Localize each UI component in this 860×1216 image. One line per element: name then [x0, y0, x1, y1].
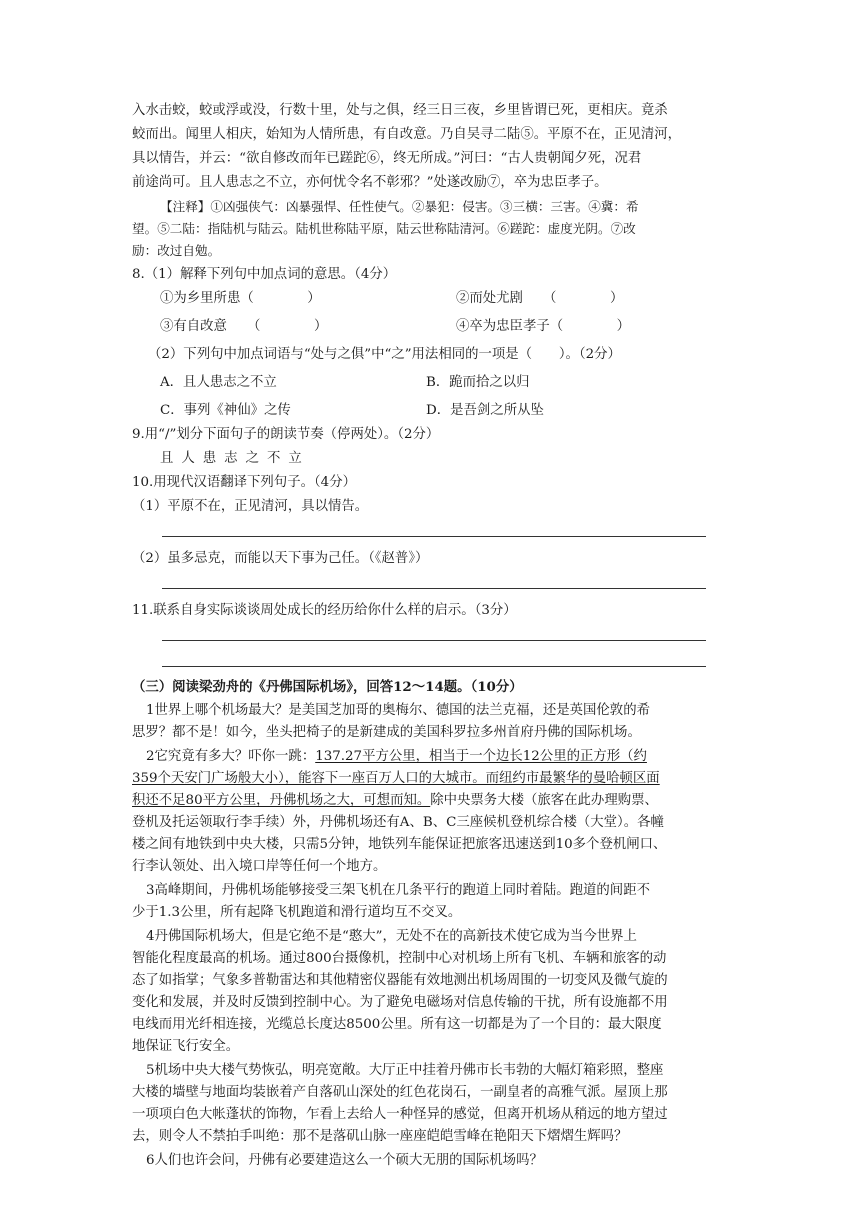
p4-line-5: 电线而用光纤相连接，光缆总长度达8500公里。所有这一切都是为了一个目的：最大限度 — [132, 1017, 662, 1032]
p6-line-1: 6人们也许会问，丹佛有必要建造这么一个硕大无朋的国际机场吗？ — [146, 1153, 543, 1168]
p2-line-4: 登机及托运领取行李手续）外，丹佛机场还有A、B、C三座候机登机综合楼（大堂）。各幢 — [132, 815, 664, 830]
q8-option-c: C．事列《神仙》之传 — [160, 403, 291, 418]
answer-line[interactable] — [162, 666, 706, 667]
answer-line[interactable] — [162, 640, 706, 641]
q11-title: 11.联系自身实际谈谈周处成长的经历给你什么样的启示。（3分） — [132, 603, 517, 618]
q8-item-3: ③有自改意 （ ） — [160, 319, 328, 334]
p4-line-4: 变化和发展，并及时反馈到控制中心。为了避免电磁场对信息传输的干扰，所有设施都不用 — [132, 995, 668, 1010]
p1-line-1: 1世界上哪个机场最大？是美国芝加哥的奥梅尔、德国的法兰克福，还是英国伦敦的希 — [146, 703, 650, 718]
p5-line-4: 去，则令人不禁拍手叫绝：那不是落矶山脉一座座皑皑雪峰在艳阳天下熠熠生辉吗？ — [132, 1129, 628, 1144]
p2-underlined-2: 359个天安门广场般大小），能容下一座百万人口的大城市。而纽约市最繁华的曼哈顿区面 — [132, 771, 660, 786]
q8-item-2: ②而处尤剧 （ ） — [456, 291, 624, 306]
p2-rest-3: 除中央票务大楼（旅客在此办理购票、 — [430, 793, 658, 808]
q10-sentence-2: （2）虽多忌克，而能以天下事为己任。（《赵普》） — [132, 551, 429, 566]
notes-line-3: 励：改过自勉。 — [132, 243, 221, 258]
p4-line-1: 4丹佛国际机场大，但是它绝不是“憨大”，无处不在的高新技术使它成为当今世界上 — [146, 929, 637, 944]
p2-line-1 — [146, 746, 746, 768]
q10-sentence-1: （1）平原不在，正见清河，具以情告。 — [132, 499, 369, 514]
q8-item-4: ④卒为忠臣孝子（ ） — [456, 319, 631, 334]
q9-title: 9.用“/”划分下面句子的朗读节奏（停两处）。（2分） — [132, 427, 440, 442]
passage-line-2: 蛟而出。闻里人相庆，始知为人情所患，有自改意。乃自吴寻二陆⑤。平原不在，正见清河， — [132, 127, 682, 142]
p2-lead: 2它究竟有多大？吓你一跳： — [146, 749, 316, 764]
q8-option-a: A．且人患志之不立 — [160, 375, 277, 390]
q8-option-d: D．是吾剑之所从坠 — [426, 403, 544, 418]
p3-line-2: 少于1.3公里，所有起降飞机跑道和滑行道均互不交叉。 — [132, 905, 462, 920]
p4-line-3: 态了如指掌；气象多普勒雷达和其他精密仪器能有效地测出机场周围的一切变风及微气旋的 — [132, 973, 668, 988]
p2-line-5: 楼之间有地铁到中央大楼，只需5分钟，地铁列车能保证把旅客迅速送到10多个登机闸口、 — [132, 837, 667, 852]
q9-sentence: 且人患志之不立 — [160, 451, 310, 466]
p5-line-1: 5机场中央大楼气势恢弘，明亮宽敞。大厅正中挂着丹佛市长韦勃的大幅灯箱彩照，整座 — [146, 1063, 664, 1078]
q8-title: 8.（1）解释下列句中加点词的意思。（4分） — [132, 267, 397, 282]
passage-line-1: 入水击蛟，蛟或浮或没，行数十里，处与之俱，经三日三夜，乡里皆谓已死，更相庆。竟杀 — [132, 103, 668, 118]
answer-line[interactable] — [162, 536, 706, 537]
p2-underlined-1: 137.27平方公里，相当于一个边长12公里的正方形（约 — [315, 749, 647, 764]
q8-option-b: B．跪而拾之以归 — [426, 375, 530, 390]
p2-line-3 — [132, 790, 732, 812]
q8-item-1: ①为乡里所患（ ） — [160, 291, 321, 306]
section3-title: （三）阅读梁劲舟的《丹佛国际机场》，回答12～14题。（10分） — [132, 679, 523, 695]
notes-line-1: 【注释】①凶强侠气：凶暴强悍、任性使气。②暴犯：侵害。③三横：三害。④冀：希 — [160, 199, 639, 214]
p1-line-2: 思罗？都不是！如今，坐头把椅子的是新建成的美国科罗拉多州首府丹佛的国际机场。 — [132, 725, 641, 740]
p2-underlined-3: 积还不足80平方公里，丹佛机场之大，可想而知。 — [132, 793, 431, 808]
q10-title: 10.用现代汉语翻译下列句子。（4分） — [132, 475, 356, 490]
p4-line-2: 智能化程度最高的机场。通过800台摄像机，控制中心对机场上所有飞机、车辆和旅客的动 — [132, 951, 667, 966]
passage-line-4: 前途尚可。且人患志之不立，亦何忧令名不彰邪？”处遂改励⑦，卒为忠臣孝子。 — [132, 175, 608, 190]
p5-line-3: 一项项白色大帐蓬状的饰物，乍看上去给人一种怪异的感觉，但离开机场从稍远的地方望过 — [132, 1107, 668, 1122]
q8-sub2: （2）下列句中加点词语与“处与之俱”中“之”用法相同的一项是（ ）。（2分） — [148, 347, 621, 362]
p5-line-2: 大楼的墙壁与地面均装嵌着产自落矶山深处的红色花岗石，一副皇者的高雅气派。屋顶上那 — [132, 1085, 668, 1100]
answer-line[interactable] — [162, 588, 706, 589]
p3-line-1: 3高峰期间，丹佛机场能够接受三架飞机在几条平行的跑道上同时着陆。跑道的间距不 — [146, 883, 650, 898]
p4-line-6: 地保证飞行安全。 — [132, 1039, 240, 1054]
p2-line-6: 行李认领处、出入境口岸等任何一个地方。 — [132, 859, 387, 874]
passage-line-3: 具以情告，并云：“欲自修改而年已蹉跎⑥，终无所成。”河曰：“古人贵朝闻夕死，况君 — [132, 151, 642, 166]
notes-line-2: 望。⑤二陆：指陆机与陆云。陆机世称陆平原，陆云世称陆清河。⑥蹉跎：虚度光阴。⑦改 — [132, 221, 636, 236]
